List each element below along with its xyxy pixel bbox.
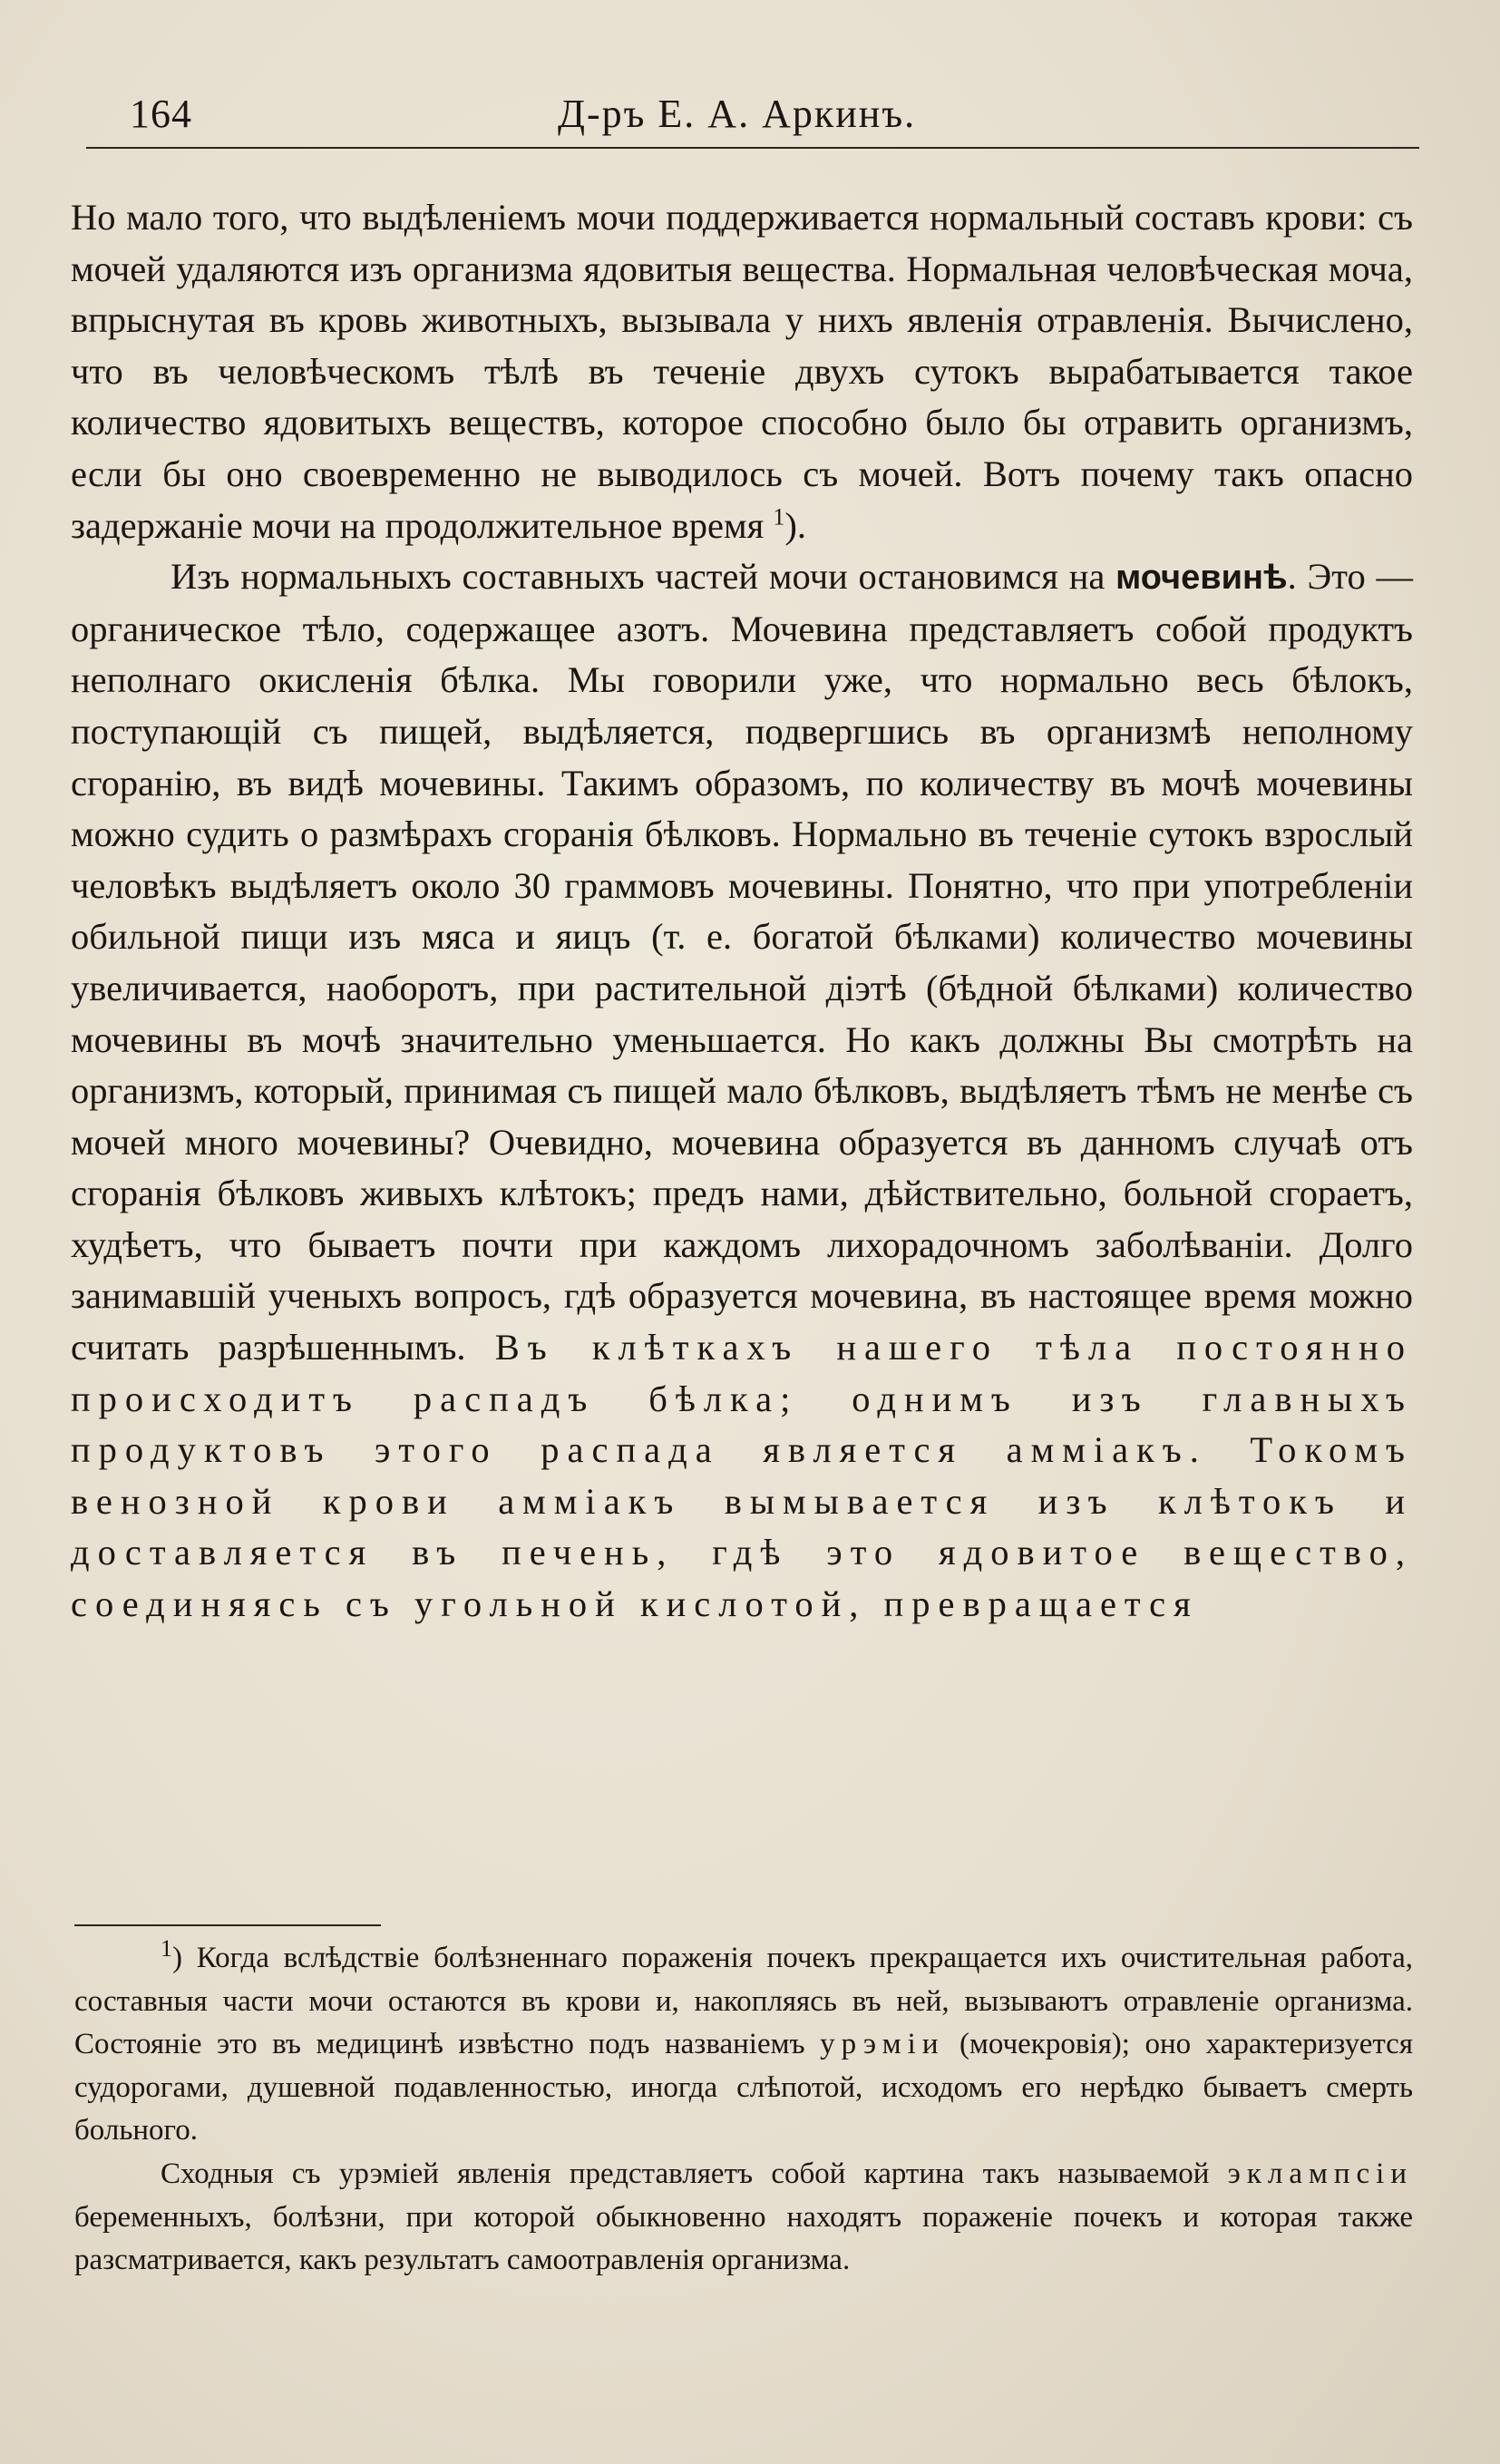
footnote-2 <box>74 2153 1413 2283</box>
footnote-rule <box>74 1924 381 1926</box>
footnote-1 <box>74 1937 1413 2153</box>
footnote-1-text-a: ) Когда вслѣдствіе болѣзненнаго пораженія почекъ прекращается ихъ очистительная работа, составныя части мочи остаются въ крови и, накопляясь въ ней, вызываютъ отравленіе организма. Состояніе это въ медицинѣ извѣстно подъ названіемъ <box>74 1942 1413 2061</box>
paragraph-1-end: ). <box>784 504 806 546</box>
footnote-ref-1[interactable]: 1 <box>773 503 785 531</box>
paragraph-2-main: . Это — органическое тѣло, содержащее азотъ. Мочевина представляетъ собой продуктъ неполнаго окисленія бѣлка. Мы говорили уже, что нормально весь бѣлокъ, поступающій съ пищей, выдѣляется, подвергшись въ организмѣ неполному сгоранію, въ видѣ мочевины. Такимъ образомъ, по количеству въ мочѣ мочевины можно судить о размѣрахъ сгоранія бѣлковъ. Нормально въ теченіе сутокъ взрослый человѣкъ выдѣляетъ около 30 граммовъ мочевины. Понятно, что при употребленіи обильной пищи изъ мяса и яицъ (т. е. богатой бѣлками) количество мочевины увеличивается, наоборотъ, при растительной діэтѣ (бѣдной бѣлками) количество мочевины въ мочѣ значительно уменьшается. Но какъ должны Вы смотрѣть на организмъ, который, принимая съ пищей мало бѣлковъ, выдѣляетъ тѣмъ не менѣе съ мочей много мочевины? Очевидно, мочевина образуется въ данномъ случаѣ отъ сгоранія бѣлковъ живыхъ клѣтокъ; предъ нами, дѣйствительно, больной сгораетъ, худѣетъ, что бываетъ почти при каждомъ лихорадочномъ заболѣваніи. Долго занимавшій ученыхъ вопросъ, гдѣ образуется мочевина, въ настоящее время можно считать разрѣшеннымъ. <box>71 556 1414 1368</box>
footnote-1-mark: 1 <box>161 1935 172 1962</box>
term-uremia: урэміи <box>820 2028 945 2061</box>
term-mochevina: мочевинѣ <box>1115 559 1288 598</box>
header-rule <box>86 147 1419 149</box>
footnote-1-text-b: (мочекровія); оно характеризуется судорогами, душевной подавленностью, иногда слѣпотой, исходомъ его нерѣдко бываетъ смерть больного. <box>74 2028 1414 2147</box>
page-number: 164 <box>130 92 192 136</box>
footnote-2-text-b: беременныхъ, болѣзни, при которой обыкновенно находятъ пораженіе почекъ и которая также разсматривается, какъ результатъ самоотравленія организма. <box>74 2200 1413 2277</box>
main-text <box>71 192 1413 1631</box>
footnotes <box>74 1937 1413 2283</box>
paragraph-2-start: Изъ нормальныхъ составныхъ частей мочи остановимся на <box>170 556 1106 598</box>
paragraph-2 <box>71 551 1413 1630</box>
running-title: Д-ръ Е. А. Аркинъ. <box>558 92 917 136</box>
paragraph-2-spaced: Въ клѣткахъ нашего тѣла постоянно происходитъ распадъ бѣлка; однимъ изъ главныхъ продуктовъ этого распада является амміакъ. Токомъ венозной крови амміакъ вымывается изъ клѣтокъ и доставляется въ печень, гдѣ это ядовитое вещество, соединяясь съ угольной кислотой, превращается <box>71 1327 1413 1625</box>
footnote-2-text-a: Сходныя съ урэміей явленія представляетъ собой картина такъ называемой <box>161 2157 1210 2190</box>
term-eclampsia: эклампсіи <box>1227 2157 1413 2190</box>
paragraph-1 <box>71 192 1413 551</box>
page-header <box>86 91 1419 154</box>
paragraph-1-text: Но мало того, что выдѣленіемъ мочи поддерживается нормальный составъ крови: съ мочей удаляются изъ организма ядовитыя вещества. Нормальная человѣческая моча, впрыснутая въ кровь животныхъ, вызывала у нихъ явленія отравленія. Вычислено, что въ человѣческомъ тѣлѣ въ теченіе двухъ сутокъ вырабатывается такое количество ядовитыхъ веществъ, которое способно было бы отравить организмъ, если бы оно своевременно не выводилось съ мочей. Вотъ почему такъ опасно задержаніе мочи на продолжительное время <box>71 197 1413 546</box>
